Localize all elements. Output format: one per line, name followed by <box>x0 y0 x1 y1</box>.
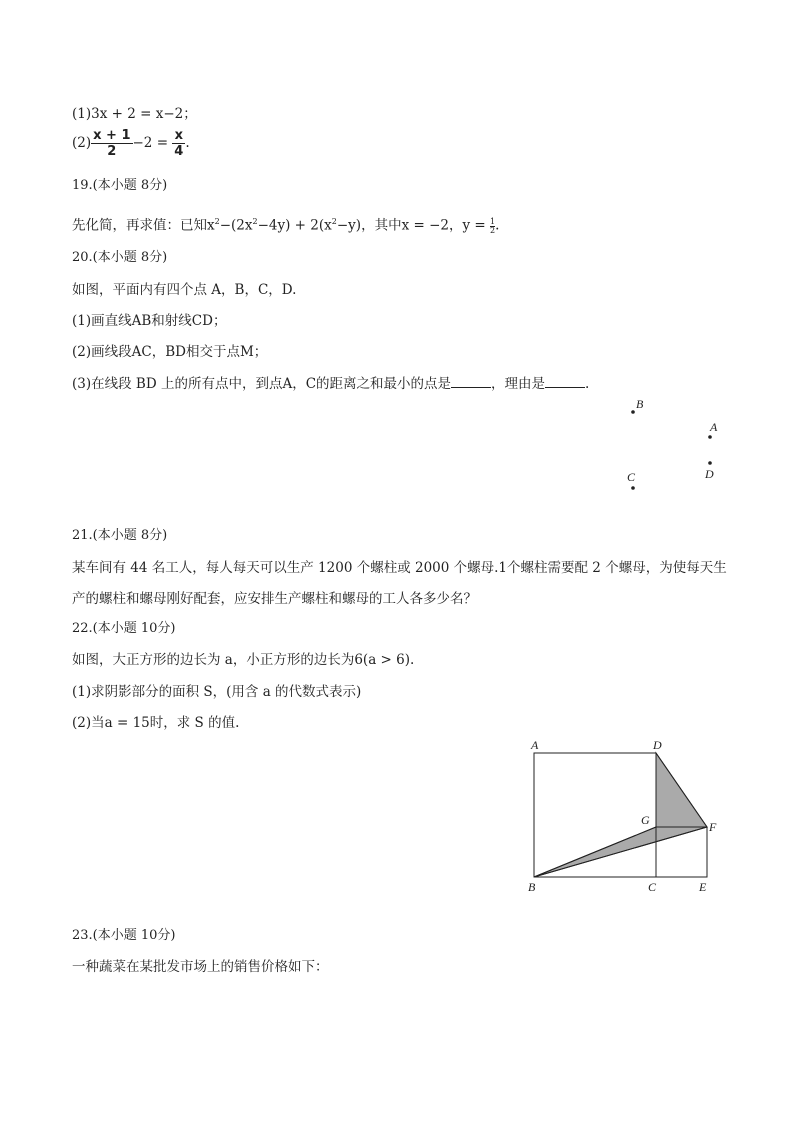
point-b-dot <box>631 410 635 414</box>
point-d-dot <box>708 461 712 465</box>
q18-part1: (1)3x + 2 = x−2； <box>72 106 197 122</box>
q22-squares-figure <box>520 735 730 900</box>
q21-line1: 某车间有 44 名工人，每人每天可以生产 1200 个螺柱或 2000 个螺母.1个螺柱需要配 2 个螺母，为使每天生 <box>72 560 727 576</box>
q19-sup-1: 2 <box>214 217 220 226</box>
q20-points-figure <box>600 390 740 500</box>
q21-header: 21.(本小题 8分) <box>72 528 168 543</box>
point-a-label: A <box>710 420 718 434</box>
q20-intro: 如图，平面内有四个点 A，B，C，D. <box>72 282 297 298</box>
q20-header: 20.(本小题 8分) <box>72 250 168 265</box>
q19-sup-2: 2 <box>252 217 258 226</box>
q18-part2-end: . <box>185 135 190 151</box>
q18-fraction-right-den: 4 <box>174 144 184 159</box>
q23-intro: 一种蔬菜在某批发市场上的销售价格如下： <box>72 959 329 975</box>
point-c-dot <box>631 486 635 490</box>
q18-fraction-left-num: x + 1 <box>93 128 131 143</box>
q18-part2-prefix: (2) <box>72 135 92 151</box>
label-e: E <box>699 880 707 894</box>
q20-part3-b: ，理由是 <box>491 376 546 392</box>
q22-intro: 如图，大正方形的边长为 a，小正方形的边长为6(a > 6). <box>72 652 415 668</box>
q22-header: 22.(本小题 10分) <box>72 621 176 636</box>
q19-sup-3: 2 <box>331 217 337 226</box>
label-a: A <box>531 738 539 752</box>
q18-fraction-left-den: 2 <box>107 144 117 159</box>
q22-part1: (1)求阴影部分的面积 S，(用含 a 的代数式表示) <box>72 684 362 700</box>
q20-part3-a: (3)在线段 BD 上的所有点中，到点A，C的距离之和最小的点是 <box>72 376 452 392</box>
segment-bg <box>534 827 656 877</box>
label-d: D <box>653 738 662 752</box>
q18-fraction-right <box>172 128 185 159</box>
label-f: F <box>709 820 717 834</box>
label-g: G <box>641 813 650 827</box>
q18-fraction-right-num: x <box>172 128 185 144</box>
q20-part2: (2)画线段AC，BD相交于点M； <box>72 344 268 360</box>
q18-part2-mid: −2 = <box>132 135 173 151</box>
q23-header: 23.(本小题 10分) <box>72 928 176 943</box>
point-b-label: B <box>636 397 644 411</box>
point-c-label: C <box>627 470 636 484</box>
q19-text-b: −(2x <box>219 217 253 234</box>
q20-answer-blank-1 <box>451 375 491 388</box>
q19-text-d: −y)，其中x = −2，y = <box>336 217 490 234</box>
q19-text-c: −4y) + 2(x <box>257 217 332 234</box>
q19-header: 19.(本小题 8分) <box>72 178 168 193</box>
point-d-label: D <box>705 467 714 481</box>
q19-text-a: 先化简，再求值：已知x <box>72 217 215 234</box>
q19-end: . <box>495 217 500 234</box>
q19-text <box>72 214 499 235</box>
label-b: B <box>528 880 536 894</box>
point-a-dot <box>708 435 712 439</box>
q22-part2: (2)当a = 15时，求 S 的值. <box>72 715 240 731</box>
q21-line2: 产的螺柱和螺母刚好配套，应安排生产螺柱和螺母的工人各多少名？ <box>72 591 477 607</box>
segment-bf <box>534 827 707 877</box>
q20-part3 <box>72 375 589 392</box>
label-c: C <box>648 880 657 894</box>
q20-part1: (1)画直线AB和射线CD； <box>72 313 227 329</box>
q19-fraction-den: 2 <box>490 225 496 235</box>
q20-answer-blank-2 <box>545 375 585 388</box>
q18-fraction-left <box>91 128 132 159</box>
q18-part2 <box>72 128 190 159</box>
q20-part3-end: . <box>585 376 590 392</box>
q19-fraction-num: 1 <box>490 216 496 226</box>
